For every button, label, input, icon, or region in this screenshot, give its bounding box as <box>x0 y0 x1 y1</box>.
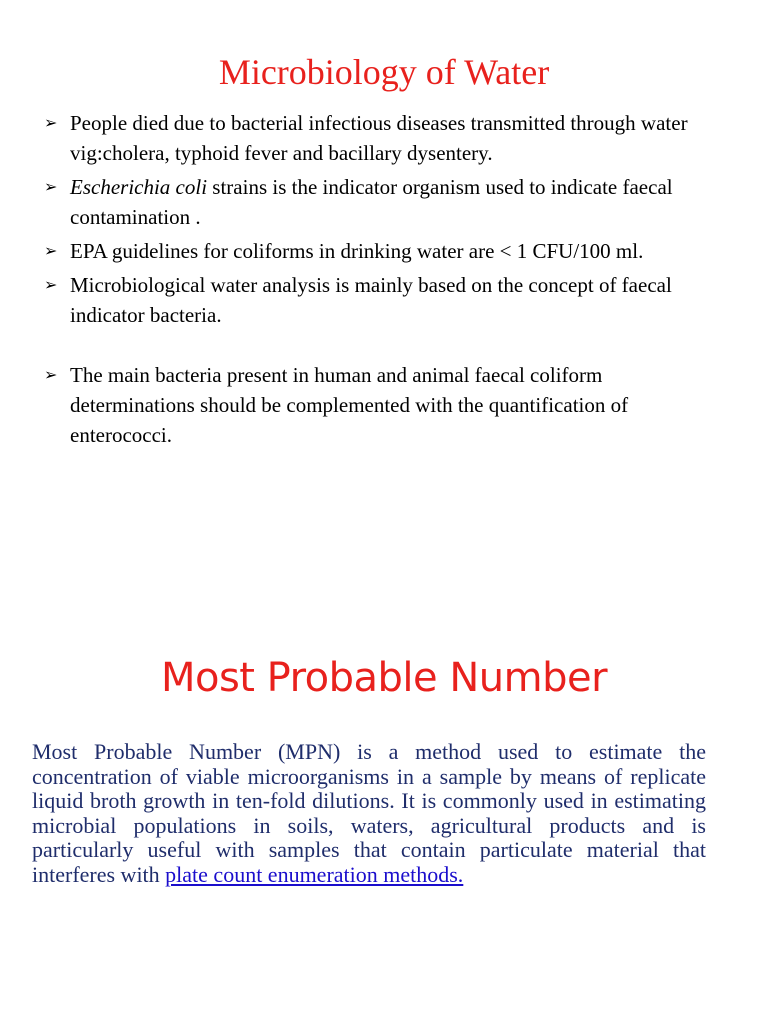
list-item <box>44 108 724 168</box>
bullet-text: The main bacteria present in human and animal faecal coliform determinations should be complemented with the quantification of enterococci. <box>70 363 629 447</box>
list-item <box>44 270 724 330</box>
list-item <box>44 360 724 450</box>
slide-title: Most Probable Number <box>160 655 608 701</box>
arrow-bullet-icon: ➢ <box>44 177 58 196</box>
mpn-paragraph <box>32 740 706 887</box>
paragraph-text: Most Probable Number (MPN) is a method used to estimate the concentration of viable microorganisms in a sample by means of replicate liquid broth growth in ten-fold dilutions. It is commonly used in estimating microbial populations in soils, waters, agricultural products and is particularly useful with samples that contain particulate material that interferes with <box>32 739 706 887</box>
bullet-text: strains is the indicator organism used to indicate faecal contamination . <box>70 175 673 229</box>
bullet-text: Microbiological water analysis is mainly based on the concept of faecal indicator bacteria. <box>70 273 672 327</box>
arrow-bullet-icon: ➢ <box>44 113 58 132</box>
slide-title: Microbiology of Water <box>218 52 550 92</box>
list-item <box>44 172 724 232</box>
arrow-bullet-icon: ➢ <box>44 365 58 384</box>
slide-most-probable-number <box>0 512 768 1024</box>
bullet-text: EPA guidelines for coliforms in drinking water are < 1 CFU/100 ml. <box>70 239 644 263</box>
arrow-bullet-icon: ➢ <box>44 275 58 294</box>
list-item <box>44 236 724 266</box>
bullet-text: People died due to bacterial infectious diseases transmitted through water vig:cholera, typhoid fever and bacillary dysentery. <box>70 111 688 165</box>
arrow-bullet-icon: ➢ <box>44 241 58 260</box>
bullet-list <box>44 108 724 454</box>
plate-count-link[interactable]: plate count enumeration methods. <box>165 861 464 887</box>
bullet-italic-term: Escherichia coli <box>70 175 208 199</box>
